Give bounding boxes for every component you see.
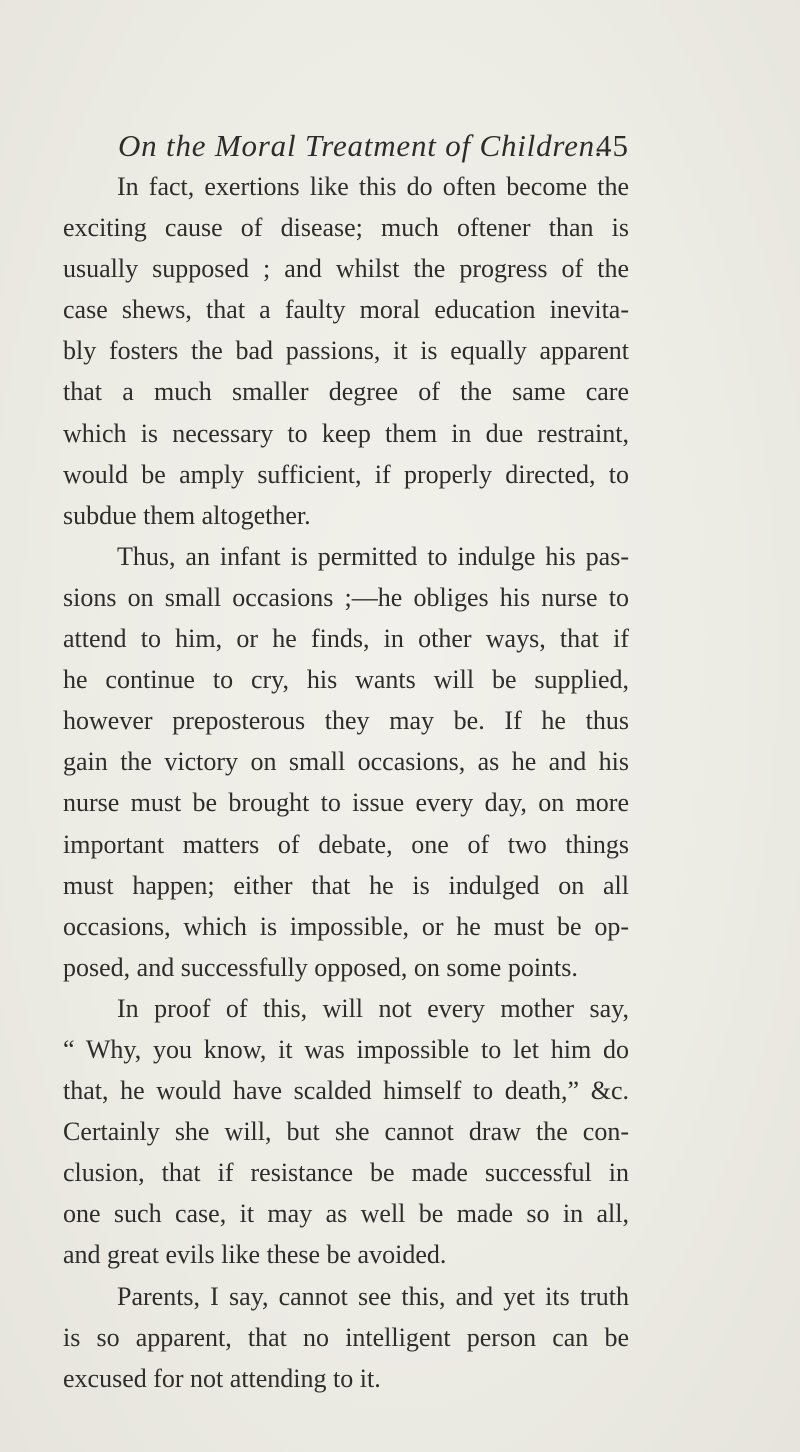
text-line: occasions, which is impossible, or he must be op- — [63, 911, 629, 941]
text-line: usually supposed ; and whilst the progress of the — [63, 254, 629, 284]
paragraph — [63, 988, 629, 1276]
text-line: Parents, I say, cannot see this, and yet its truth — [117, 1281, 629, 1311]
text-line: he continue to cry, his wants will be supplied, — [63, 665, 629, 695]
text-line: which is necessary to keep them in due restraint, — [63, 418, 629, 448]
paragraph — [63, 166, 629, 536]
text-line: gain the victory on small occasions, as he and his — [63, 747, 629, 777]
text-line: exciting cause of disease; much oftener than is — [63, 213, 629, 243]
text-line: subdue them altogether. — [63, 500, 311, 530]
body-text — [63, 166, 629, 1399]
page-number: 45 — [596, 128, 629, 163]
paragraph — [63, 536, 629, 988]
text-line: that, he would have scalded himself to death,” &c. — [63, 1076, 629, 1106]
text-line: that a much smaller degree of the same care — [63, 377, 629, 407]
paragraph — [63, 1276, 629, 1399]
text-line: clusion, that if resistance be made successful in — [63, 1158, 629, 1188]
text-line: excused for not attending to it. — [63, 1363, 381, 1393]
text-line: posed, and successfully opposed, on some points. — [63, 952, 578, 982]
text-line: attend to him, or he finds, in other ways, that if — [63, 624, 629, 654]
text-line: is so apparent, that no intelligent person can be — [63, 1322, 629, 1352]
text-line: case shews, that a faulty moral education inevita- — [63, 295, 629, 325]
text-line: Certainly she will, but she cannot draw the con- — [63, 1117, 629, 1147]
running-title: On the Moral Treatment of Children. — [118, 128, 604, 163]
text-line: however preposterous they may be. If he thus — [63, 706, 629, 736]
text-line: nurse must be brought to issue every day, on more — [63, 788, 629, 818]
running-header — [118, 128, 658, 164]
text-line: one such case, it may as well be made so in all, — [63, 1199, 629, 1229]
text-line: and great evils like these be avoided. — [63, 1240, 447, 1270]
text-line: important matters of debate, one of two things — [63, 829, 629, 859]
text-line: bly fosters the bad passions, it is equally apparent — [63, 336, 629, 366]
text-line: must happen; either that he is indulged on all — [63, 870, 629, 900]
text-line: “ Why, you know, it was impossible to let him do — [63, 1034, 629, 1064]
text-line: In proof of this, will not every mother say, — [117, 993, 629, 1023]
text-line: sions on small occasions ;—he obliges his nurse to — [63, 582, 629, 612]
text-line: Thus, an infant is permitted to indulge his pas- — [117, 541, 629, 571]
text-line: In fact, exertions like this do often become the — [117, 172, 629, 201]
text-line: would be amply sufficient, if properly directed, to — [63, 459, 629, 489]
